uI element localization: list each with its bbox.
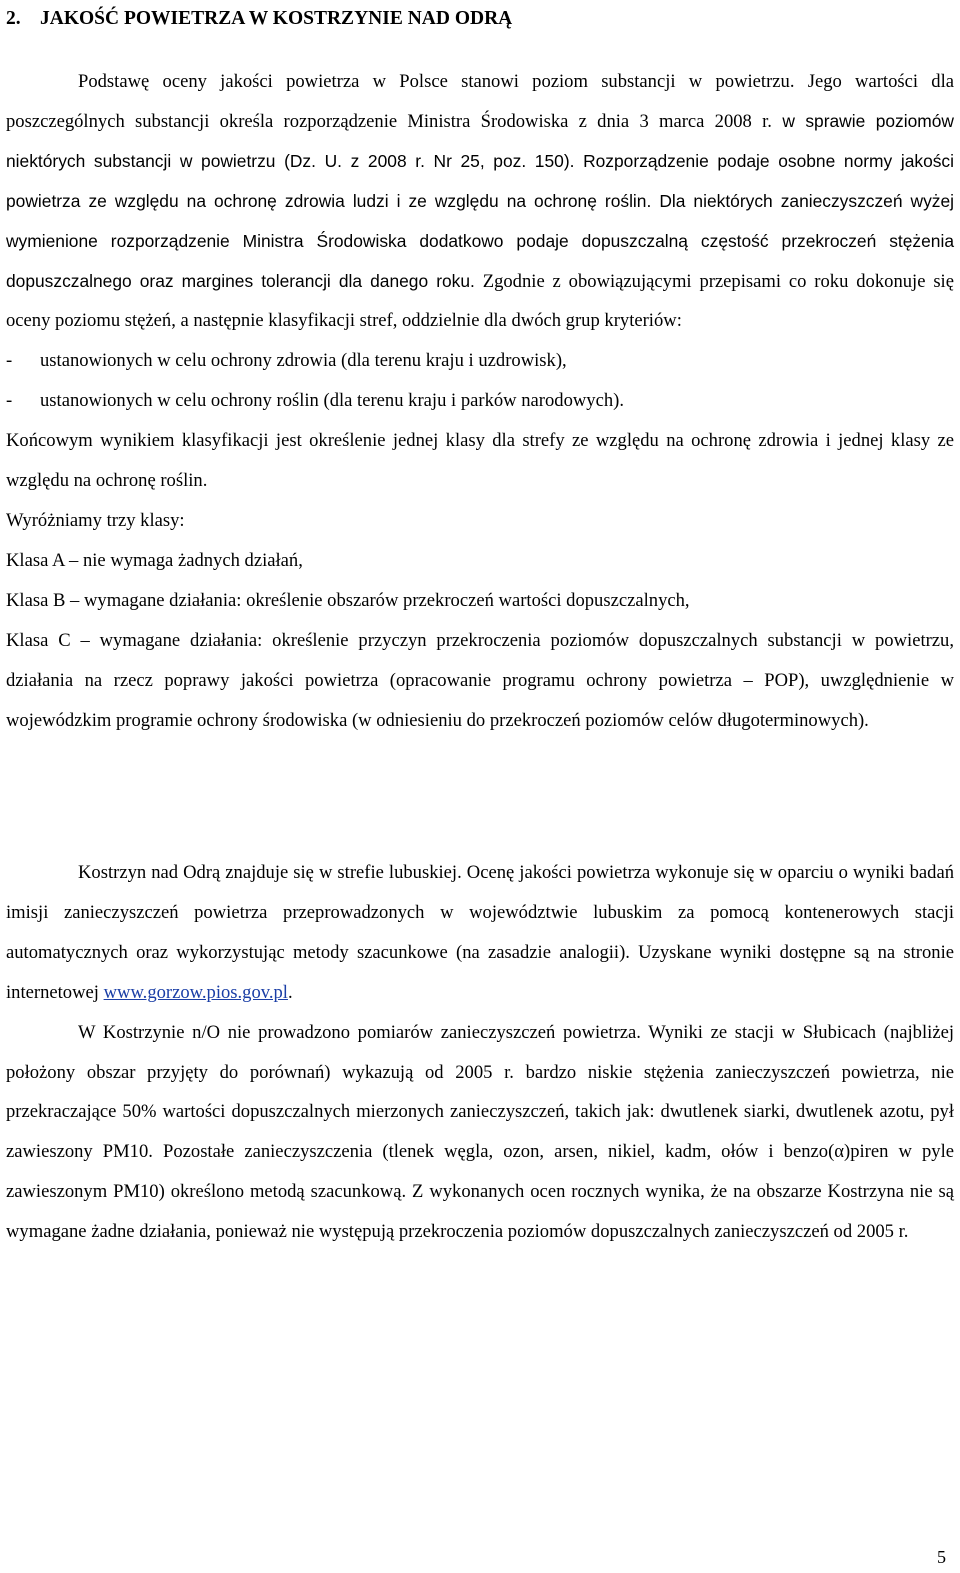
page-number: 5 [937,1547,946,1567]
paragraph-classification-result: Końcowym wynikiem klasyfikacji jest określenie jednej klasy dla strefy ze względu na ochronę zdrowia i jednej klasy ze względu na ochronę roślin. [6,430,954,492]
class-b-name: Klasa B [6,589,66,611]
list-item: - ustanowionych w celu ochrony zdrowia (dla terenu kraju i uzdrowisk), [6,350,567,372]
section-body-2 [6,853,954,1252]
class-c-item: Klasa C – wymagane działania: określenie przyczyn przekroczenia poziomów dopuszczalnych substancji w powietrzu, działania na rzecz poprawy jakości powietrza (opracowanie programu ochrony powietrza – POP), uwzględnienie w wojewódzkim programie ochrony środowiska (w odniesieniu do przekroczeń poziomów celów długoterminowych). [6,629,954,731]
section-heading [6,7,512,31]
pios-website-link[interactable]: www.gorzow.pios.gov.pl [103,981,288,1003]
class-a-name: Klasa A [6,549,65,571]
class-b-item: Klasa B – wymagane działania: określenie obszarów przekroczeń wartości dopuszczalnych, [6,589,690,611]
section-title: JAKOŚĆ POWIETRZA W KOSTRZYNIE NAD ODRĄ [40,8,513,29]
paragraph-classes-intro: Wyróżniamy trzy klasy: [6,509,185,531]
paragraph-legal-basis: Podstawę oceny jakości powietrza w Polsce stanowi poziom substancji w powietrzu. Jego wartości dla poszczególnych substancji określa rozporządzenie Ministra Środowiska z dnia 3 marca 2008 r. w sprawie poziomów niektórych substancji w powietrzu (Dz. U. z 2008 r. Nr 25, poz. 150). Rozporządzenie podaje osobne normy jakości powietrza ze względu na ochronę zdrowia ludzi i ze względu na ochronę roślin. Dla niektórych zanieczyszczeń wyżej wymienione rozporządzenie Ministra Środowiska dodatkowo podaje dopuszczalną częstość przekroczeń stężenia dopuszczalnego oraz margines tolerancji dla danego roku. Zgodnie z obowiązującymi przepisami co roku dokonuje się oceny poziomu stężeń, a następnie klasyfikacji stref, oddzielnie dla dwóch grup kryteriów: [6,71,954,332]
class-a-item: Klasa A – nie wymaga żadnych działań, [6,549,303,571]
section-body-1 [6,62,954,740]
paragraph-zone: Kostrzyn nad Odrą znajduje się w strefie lubuskiej. Ocenę jakości powietrza wykonuje się w oparciu o wyniki badań imisji zanieczyszczeń powietrza przeprowadzonych w województwie lubuskim za pomocą kontenerowych stacji automatycznych oraz wykorzystując metody szacunkowe (na zasadzie analogii). Uzyskane wyniki dostępne są na stronie internetowej www.gorzow.pios.gov.pl. [6,862,954,1003]
list-item: - ustanowionych w celu ochrony roślin (dla terenu kraju i parków narodowych). [6,390,624,412]
section-number: 2. [6,8,21,29]
paragraph-measurements: W Kostrzynie n/O nie prowadzono pomiarów zanieczyszczeń powietrza. Wyniki ze stacji w Słubicach (najbliżej położony obszar przyjęty do porównań) wykazują od 2005 r. bardzo niskie stężenia zanieczyszczeń powietrza, nie przekraczające 50% wartości dopuszczalnych mierzonych zanieczyszczeń, takich jak: dwutlenek siarki, dwutlenek azotu, pył zawieszony PM10. Pozostałe zanieczyszczenia (tlenek węgla, ozon, arsen, nikiel, kadm, ołów i benzo(α)piren w pyle zawieszonym PM10) określono metodą szacunkową. Z wykonanych ocen rocznych wynika, że na obszarze Kostrzyna nie są wymagane żadne działania, ponieważ nie występują przekroczenia poziomów dopuszczalnych zanieczyszczeń od 2005 r. [6,1021,954,1243]
class-c-name: Klasa C [6,629,71,651]
